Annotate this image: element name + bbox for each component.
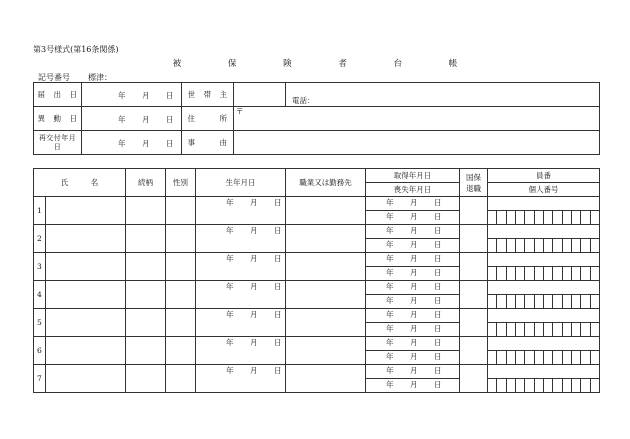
- personal-number-digit-box[interactable]: [516, 323, 525, 336]
- nhi-retirement-field[interactable]: [460, 365, 488, 393]
- personal-number-field[interactable]: [488, 211, 600, 225]
- nhi-retirement-field[interactable]: [460, 337, 488, 365]
- personal-number-digit-box[interactable]: [507, 267, 516, 280]
- title-char: 台: [393, 59, 403, 69]
- personal-number-digit-box[interactable]: [535, 351, 544, 364]
- nhi-retirement-field[interactable]: [460, 309, 488, 337]
- birth-date-field[interactable]: [196, 253, 286, 281]
- personal-number-digit-box[interactable]: [581, 323, 590, 336]
- title-char: 者: [338, 59, 347, 69]
- year-label: 年: [226, 366, 234, 375]
- personal-number-digit-box[interactable]: [488, 379, 497, 392]
- change-date-label: 異 動 日: [34, 107, 82, 131]
- day-label: 日: [434, 310, 442, 319]
- reason-field[interactable]: [234, 131, 600, 155]
- householder-label: 世 帯 主: [182, 83, 234, 107]
- member-no-field[interactable]: [488, 225, 600, 239]
- name-field[interactable]: [46, 197, 126, 225]
- personal-number-digit-box[interactable]: [525, 351, 534, 364]
- personal-number-digit-box[interactable]: [581, 351, 590, 364]
- day-label: 日: [434, 226, 442, 235]
- month-label: 月: [250, 254, 258, 263]
- year-label: 年: [386, 198, 394, 207]
- personal-number-digit-box[interactable]: [563, 323, 572, 336]
- personal-number-digit-box[interactable]: [488, 211, 497, 224]
- year-label: 年: [386, 366, 394, 375]
- personal-number-digit-box[interactable]: [581, 211, 590, 224]
- birth-date-field[interactable]: [196, 281, 286, 309]
- personal-number-field[interactable]: [488, 295, 600, 309]
- day-label: 日: [434, 324, 442, 333]
- table-row: [34, 225, 600, 239]
- header-relation: 続柄: [126, 169, 166, 197]
- personal-number-digit-box[interactable]: [591, 239, 599, 252]
- personal-number-digit-box[interactable]: [488, 267, 497, 280]
- year-label: 年: [226, 254, 234, 263]
- acquire-date-field[interactable]: [366, 309, 460, 323]
- personal-number-digit-box[interactable]: [488, 239, 497, 252]
- birth-date-field[interactable]: [196, 225, 286, 253]
- reason-label: 事 由: [182, 131, 234, 155]
- table-row: [34, 197, 600, 211]
- row-number: 2: [34, 225, 46, 253]
- row-number: 5: [34, 309, 46, 337]
- year-label: 年: [386, 352, 394, 361]
- header-acquire-date: 取得年月日: [366, 169, 460, 183]
- personal-number-digit-box[interactable]: [591, 351, 599, 364]
- month-label: 月: [250, 338, 258, 347]
- personal-number-field[interactable]: [488, 379, 600, 393]
- personal-number-digit-box[interactable]: [525, 267, 534, 280]
- day-label: 日: [434, 254, 442, 263]
- personal-number-digit-box[interactable]: [516, 379, 525, 392]
- lose-date-field[interactable]: [366, 295, 460, 309]
- relation-field[interactable]: [126, 225, 166, 253]
- reissue-date-label-line2: 日: [53, 142, 62, 151]
- relation-field[interactable]: [126, 253, 166, 281]
- title-char: 被: [172, 59, 182, 69]
- symbol-number-label: 記号番号: [38, 73, 70, 82]
- personal-number-digit-box[interactable]: [581, 239, 590, 252]
- personal-number-digit-box[interactable]: [553, 239, 562, 252]
- personal-number-digit-box[interactable]: [563, 211, 572, 224]
- lose-date-field[interactable]: [366, 239, 460, 253]
- personal-number-boxes: [488, 323, 599, 336]
- personal-number-field[interactable]: [488, 323, 600, 337]
- day-label: 日: [166, 139, 174, 148]
- header-nhi-retirement: [460, 169, 488, 197]
- personal-number-digit-box[interactable]: [544, 323, 553, 336]
- year-label: 年: [118, 91, 126, 100]
- personal-number-digit-box[interactable]: [497, 239, 506, 252]
- table-row: [34, 337, 600, 351]
- month-label: 月: [410, 366, 418, 375]
- personal-number-digit-box[interactable]: [563, 295, 572, 308]
- year-label: 年: [386, 226, 394, 235]
- birth-date-field[interactable]: [196, 197, 286, 225]
- occupation-field[interactable]: [286, 253, 366, 281]
- personal-number-digit-box[interactable]: [553, 379, 562, 392]
- row-number: 4: [34, 281, 46, 309]
- year-label: 年: [386, 296, 394, 305]
- personal-number-digit-box[interactable]: [535, 379, 544, 392]
- personal-number-digit-box[interactable]: [544, 267, 553, 280]
- year-label: 年: [386, 254, 394, 263]
- personal-number-digit-box[interactable]: [488, 351, 497, 364]
- row-number: 3: [34, 253, 46, 281]
- personal-number-digit-box[interactable]: [497, 351, 506, 364]
- day-label: 日: [274, 366, 282, 375]
- name-field[interactable]: [46, 281, 126, 309]
- address-label: 住 所: [182, 107, 234, 131]
- personal-number-digit-box[interactable]: [544, 211, 553, 224]
- personal-number-digit-box[interactable]: [553, 351, 562, 364]
- acquire-date-field[interactable]: [366, 337, 460, 351]
- day-label: 日: [434, 282, 442, 291]
- day-label: 日: [274, 282, 282, 291]
- acquire-date-field[interactable]: [366, 197, 460, 211]
- personal-number-digit-box[interactable]: [516, 351, 525, 364]
- personal-number-digit-box[interactable]: [507, 351, 516, 364]
- insured-members-table: [33, 168, 600, 393]
- address-field[interactable]: [234, 107, 600, 131]
- header-nhi-line1: 国保: [466, 172, 481, 182]
- sex-field[interactable]: [166, 365, 196, 393]
- year-label: 年: [118, 139, 126, 148]
- form-number: 第3号様式(第16条関係): [33, 45, 119, 54]
- year-label: 年: [386, 240, 394, 249]
- day-label: 日: [434, 240, 442, 249]
- header-occupation: 職業又は勤務先: [286, 169, 366, 197]
- birth-date-field[interactable]: [196, 337, 286, 365]
- member-no-field[interactable]: [488, 253, 600, 267]
- month-label: 月: [142, 115, 150, 124]
- year-label: 年: [118, 115, 126, 124]
- birth-date-field[interactable]: [196, 365, 286, 393]
- postal-mark: 〒: [236, 107, 244, 116]
- personal-number-digit-box[interactable]: [535, 267, 544, 280]
- personal-number-digit-box[interactable]: [544, 295, 553, 308]
- name-field[interactable]: [46, 253, 126, 281]
- year-label: 年: [226, 282, 234, 291]
- year-label: 年: [386, 268, 394, 277]
- sex-field[interactable]: [166, 309, 196, 337]
- personal-number-digit-box[interactable]: [516, 295, 525, 308]
- header-birth-date: 生年月日: [196, 169, 286, 197]
- month-label: 月: [250, 310, 258, 319]
- occupation-field[interactable]: [286, 337, 366, 365]
- year-label: 年: [226, 198, 234, 207]
- month-label: 月: [142, 139, 150, 148]
- personal-number-field[interactable]: [488, 351, 600, 365]
- personal-number-field[interactable]: [488, 239, 600, 253]
- personal-number-digit-box[interactable]: [553, 267, 562, 280]
- personal-number-digit-box[interactable]: [516, 267, 525, 280]
- table-row: [34, 253, 600, 267]
- phone-label: 電話：: [292, 96, 315, 105]
- row-number: 6: [34, 337, 46, 365]
- month-label: 月: [410, 380, 418, 389]
- row-number: 1: [34, 197, 46, 225]
- personal-number-digit-box[interactable]: [591, 295, 599, 308]
- lose-date-field[interactable]: [366, 267, 460, 281]
- relation-field[interactable]: [126, 337, 166, 365]
- day-label: 日: [166, 91, 174, 100]
- year-label: 年: [386, 282, 394, 291]
- personal-number-boxes: [488, 295, 599, 308]
- year-label: 年: [386, 212, 394, 221]
- personal-number-digit-box[interactable]: [572, 351, 581, 364]
- occupation-field[interactable]: [286, 197, 366, 225]
- nhi-retirement-field[interactable]: [460, 225, 488, 253]
- personal-number-digit-box[interactable]: [572, 239, 581, 252]
- occupation-field[interactable]: [286, 281, 366, 309]
- row-number: 7: [34, 365, 46, 393]
- month-label: 月: [410, 212, 418, 221]
- personal-number-digit-box[interactable]: [572, 379, 581, 392]
- change-date-field[interactable]: [82, 107, 182, 131]
- personal-number-digit-box[interactable]: [507, 323, 516, 336]
- day-label: 日: [434, 296, 442, 305]
- personal-number-digit-box[interactable]: [581, 295, 590, 308]
- personal-number-digit-box[interactable]: [563, 351, 572, 364]
- year-label: 年: [386, 380, 394, 389]
- name-field[interactable]: [46, 337, 126, 365]
- personal-number-digit-box[interactable]: [525, 211, 534, 224]
- personal-number-digit-box[interactable]: [535, 295, 544, 308]
- personal-number-digit-box[interactable]: [553, 211, 562, 224]
- month-label: 月: [410, 296, 418, 305]
- personal-number-digit-box[interactable]: [525, 323, 534, 336]
- personal-number-digit-box[interactable]: [535, 323, 544, 336]
- title-char: 保: [227, 59, 237, 69]
- occupation-field[interactable]: [286, 309, 366, 337]
- table-row: [34, 281, 600, 295]
- month-label: 月: [142, 91, 150, 100]
- lose-date-field[interactable]: [366, 351, 460, 365]
- personal-number-boxes: [488, 239, 599, 252]
- occupation-field[interactable]: [286, 365, 366, 393]
- nhi-retirement-field[interactable]: [460, 197, 488, 225]
- notify-date-label: 届 出 日: [34, 83, 82, 107]
- personal-number-digit-box[interactable]: [572, 267, 581, 280]
- personal-number-digit-box[interactable]: [572, 211, 581, 224]
- month-label: 月: [410, 268, 418, 277]
- month-label: 月: [410, 254, 418, 263]
- personal-number-digit-box[interactable]: [507, 295, 516, 308]
- personal-number-digit-box[interactable]: [553, 323, 562, 336]
- personal-number-digit-box[interactable]: [497, 379, 506, 392]
- month-label: 月: [410, 226, 418, 235]
- acquire-date-field[interactable]: [366, 281, 460, 295]
- day-label: 日: [434, 268, 442, 277]
- acquire-date-field[interactable]: [366, 225, 460, 239]
- member-no-field[interactable]: [488, 337, 600, 351]
- personal-number-digit-box[interactable]: [525, 295, 534, 308]
- name-field[interactable]: [46, 309, 126, 337]
- header-nhi-line2: 退職: [466, 183, 481, 193]
- personal-number-digit-box[interactable]: [563, 267, 572, 280]
- day-label: 日: [434, 380, 442, 389]
- personal-number-digit-box[interactable]: [497, 295, 506, 308]
- title-char: 険: [283, 59, 292, 69]
- year-label: 年: [386, 310, 394, 319]
- household-info-table: [33, 82, 600, 155]
- personal-number-digit-box[interactable]: [572, 295, 581, 308]
- month-label: 月: [410, 282, 418, 291]
- personal-number-digit-box[interactable]: [581, 267, 590, 280]
- acquire-date-field[interactable]: [366, 365, 460, 379]
- personal-number-boxes: [488, 267, 599, 280]
- personal-number-digit-box[interactable]: [525, 239, 534, 252]
- personal-number-digit-box[interactable]: [507, 211, 516, 224]
- phone-field[interactable]: [286, 83, 600, 107]
- personal-number-digit-box[interactable]: [488, 295, 497, 308]
- title-char: 帳: [448, 59, 458, 69]
- personal-number-digit-box[interactable]: [497, 267, 506, 280]
- header-sex: 性別: [166, 169, 196, 197]
- personal-number-boxes: [488, 351, 599, 364]
- month-label: 月: [250, 282, 258, 291]
- year-label: 年: [386, 338, 394, 347]
- personal-number-digit-box[interactable]: [507, 239, 516, 252]
- month-label: 月: [410, 240, 418, 249]
- personal-number-digit-box[interactable]: [572, 323, 581, 336]
- lose-date-field[interactable]: [366, 211, 460, 225]
- day-label: 日: [274, 254, 282, 263]
- day-label: 日: [434, 198, 442, 207]
- personal-number-digit-box[interactable]: [563, 239, 572, 252]
- month-label: 月: [250, 198, 258, 207]
- header-personal-no: 個人番号: [488, 183, 600, 197]
- day-label: 日: [274, 226, 282, 235]
- header-name: 氏 名: [34, 169, 126, 197]
- name-field[interactable]: [46, 225, 126, 253]
- relation-field[interactable]: [126, 281, 166, 309]
- personal-number-digit-box[interactable]: [516, 211, 525, 224]
- reissue-date-label: [34, 131, 82, 155]
- personal-number-digit-box[interactable]: [525, 379, 534, 392]
- member-no-field[interactable]: [488, 281, 600, 295]
- day-label: 日: [274, 198, 282, 207]
- page-title: [0, 57, 630, 69]
- month-label: 月: [410, 198, 418, 207]
- personal-number-digit-box[interactable]: [497, 323, 506, 336]
- lose-date-field[interactable]: [366, 323, 460, 337]
- member-no-field[interactable]: [488, 365, 600, 379]
- sex-field[interactable]: [166, 225, 196, 253]
- month-label: 月: [410, 338, 418, 347]
- table-row: [34, 365, 600, 379]
- day-label: 日: [434, 366, 442, 375]
- personal-number-digit-box[interactable]: [591, 379, 599, 392]
- notify-date-field[interactable]: [82, 83, 182, 107]
- nhi-retirement-field[interactable]: [460, 281, 488, 309]
- year-label: 年: [226, 310, 234, 319]
- lose-date-field[interactable]: [366, 379, 460, 393]
- member-no-field[interactable]: [488, 309, 600, 323]
- sex-field[interactable]: [166, 253, 196, 281]
- birth-date-field[interactable]: [196, 309, 286, 337]
- day-label: 日: [434, 352, 442, 361]
- personal-number-digit-box[interactable]: [544, 379, 553, 392]
- year-label: 年: [226, 226, 234, 235]
- personal-number-boxes: [488, 379, 599, 392]
- nhi-retirement-field[interactable]: [460, 253, 488, 281]
- personal-number-digit-box[interactable]: [516, 239, 525, 252]
- personal-number-digit-box[interactable]: [581, 379, 590, 392]
- personal-number-digit-box[interactable]: [591, 267, 599, 280]
- day-label: 日: [166, 115, 174, 124]
- year-label: 年: [386, 324, 394, 333]
- personal-number-digit-box[interactable]: [535, 211, 544, 224]
- header-lose-date: 喪失年月日: [366, 183, 460, 197]
- day-label: 日: [274, 338, 282, 347]
- member-no-field[interactable]: [488, 197, 600, 211]
- relation-field[interactable]: [126, 365, 166, 393]
- sex-field[interactable]: [166, 337, 196, 365]
- relation-field[interactable]: [126, 197, 166, 225]
- personal-number-digit-box[interactable]: [488, 323, 497, 336]
- personal-number-digit-box[interactable]: [497, 211, 506, 224]
- month-label: 月: [250, 366, 258, 375]
- month-label: 月: [410, 324, 418, 333]
- day-label: 日: [434, 212, 442, 221]
- year-label: 年: [226, 338, 234, 347]
- personal-number-digit-box[interactable]: [507, 379, 516, 392]
- month-label: 月: [410, 310, 418, 319]
- personal-number-digit-box[interactable]: [563, 379, 572, 392]
- personal-number-digit-box[interactable]: [544, 239, 553, 252]
- month-label: 月: [410, 352, 418, 361]
- personal-number-digit-box[interactable]: [553, 295, 562, 308]
- personal-number-digit-box[interactable]: [591, 323, 599, 336]
- table-row: [34, 309, 600, 323]
- day-label: 日: [434, 338, 442, 347]
- personal-number-field[interactable]: [488, 267, 600, 281]
- sex-field[interactable]: [166, 281, 196, 309]
- reissue-date-field[interactable]: [82, 131, 182, 155]
- month-label: 月: [250, 226, 258, 235]
- personal-number-digit-box[interactable]: [544, 351, 553, 364]
- sex-field[interactable]: [166, 197, 196, 225]
- personal-number-digit-box[interactable]: [591, 211, 599, 224]
- occupation-field[interactable]: [286, 225, 366, 253]
- day-label: 日: [274, 310, 282, 319]
- header-member-no: 員番: [488, 169, 600, 183]
- personal-number-boxes: [488, 211, 599, 224]
- name-field[interactable]: [46, 365, 126, 393]
- personal-number-digit-box[interactable]: [535, 239, 544, 252]
- relation-field[interactable]: [126, 309, 166, 337]
- reissue-date-label-line1: 再交付年月: [38, 133, 77, 142]
- acquire-date-field[interactable]: [366, 253, 460, 267]
- householder-field[interactable]: [234, 83, 286, 107]
- symbol-number-value: 標津：: [88, 73, 112, 82]
